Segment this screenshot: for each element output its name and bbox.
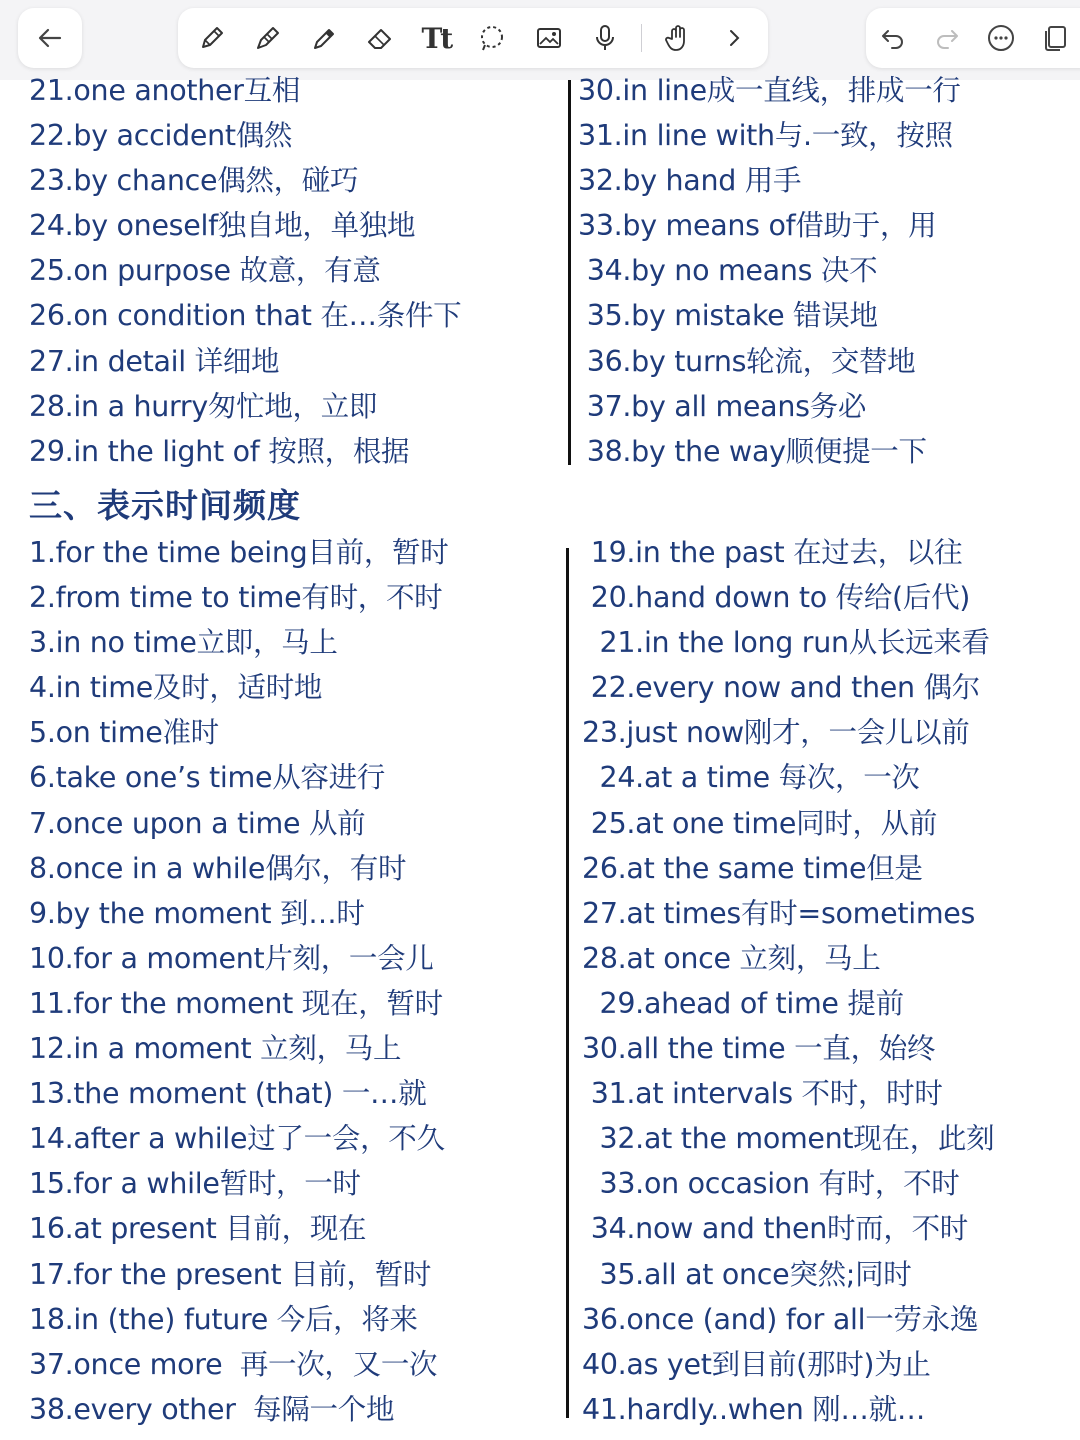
phrase-item: 6.take one’s time从容进行	[29, 761, 386, 795]
hand-icon[interactable]	[658, 18, 698, 58]
phrase-item: 41.hardly..when 刚…就…	[582, 1392, 926, 1426]
phrase-item: 16.at present 目前，现在	[29, 1212, 367, 1246]
phrase-item: 18.in (the) future 今后，将来	[29, 1302, 418, 1336]
phrase-item: 23.just now刚才，一会儿以前	[582, 716, 970, 750]
phrase-item: 1.for the time being目前，暂时	[29, 536, 449, 569]
pen-icon[interactable]	[248, 18, 288, 58]
phrase-item: 34.by no means 决不	[578, 254, 878, 288]
pencil-icon[interactable]	[192, 18, 232, 58]
phrase-item: 24.at a time 每次，一次	[582, 761, 920, 795]
text-tool-glyph: Tt	[421, 21, 452, 55]
phrase-item: 27.in detail 详细地	[29, 344, 280, 378]
phrase-item: 14.after a while过了一会，不久	[29, 1122, 445, 1156]
phrase-item: 2.from time to time有时，不时	[29, 581, 443, 615]
phrase-item: 3.in no time立即，马上	[29, 626, 338, 660]
text-tool-icon[interactable]	[416, 18, 456, 58]
bottom-right-list	[582, 530, 994, 1432]
phrase-item: 22.by accident偶然	[29, 119, 293, 153]
phrase-item: 28.in a hurry匆忙地，立即	[29, 389, 378, 423]
phrase-item: 29.in the light of 按照，根据	[29, 434, 410, 468]
phrase-item: 33.on occasion 有时，不时	[582, 1167, 960, 1201]
phrase-item: 26.on condition that 在…条件下	[29, 299, 462, 333]
phrase-item: 38.every other 每隔一个地	[29, 1392, 395, 1426]
microphone-icon[interactable]	[585, 18, 625, 58]
phrase-item: 11.for the moment 现在，暂时	[29, 986, 443, 1020]
column-divider	[568, 80, 571, 465]
phrase-item: 10.for a moment片刻，一会儿	[29, 941, 434, 975]
section-title: 三、表示时间频度	[29, 486, 301, 525]
phrase-item: 22.every now and then 偶尔	[582, 671, 980, 705]
phrase-item: 17.for the present 目前，暂时	[29, 1257, 432, 1291]
history-pill	[866, 8, 1080, 68]
image-icon[interactable]	[529, 18, 569, 58]
phrase-item: 36.once (and) for all一劳永逸	[582, 1302, 979, 1336]
undo-icon[interactable]	[873, 18, 913, 58]
top-left-list	[29, 68, 461, 474]
phrase-item: 38.by the way顺便提一下	[578, 434, 927, 468]
toolbar-separator	[641, 24, 642, 52]
highlighter-icon[interactable]	[304, 18, 344, 58]
phrase-item: 30.in line成一直线，排成一行	[578, 74, 961, 107]
phrase-item: 35.all at once突然;同时	[582, 1257, 912, 1291]
phrase-item: 25.at one time同时，从前	[582, 806, 938, 840]
phrase-item: 8.once in a while偶尔，有时	[29, 851, 407, 885]
more-icon[interactable]	[981, 18, 1021, 58]
phrase-item: 23.by chance偶然，碰巧	[29, 164, 359, 198]
phrase-item: 15.for a while暂时，一时	[29, 1167, 361, 1201]
phrase-item: 7.once upon a time 从前	[29, 806, 366, 840]
phrase-item: 27.at times有时=sometimes	[582, 896, 976, 930]
phrase-item: 21.one another互相	[29, 74, 301, 107]
phrase-item: 36.by turns轮流，交替地	[578, 344, 916, 378]
phrase-item: 34.now and then时而，不时	[582, 1212, 968, 1246]
phrase-item: 35.by mistake 错误地	[578, 299, 878, 333]
phrase-item: 4.in time及时，适时地	[29, 671, 323, 705]
phrase-item: 24.by oneself独自地，单独地	[29, 209, 416, 243]
phrase-item: 28.at once 立刻，马上	[582, 941, 881, 975]
phrase-item: 12.in a moment 立刻，马上	[29, 1032, 402, 1066]
phrase-item: 32.at the moment现在，此刻	[582, 1122, 995, 1156]
phrase-item: 26.at the same time但是	[582, 851, 923, 885]
phrase-item: 33.by means of借助于，用	[578, 209, 937, 243]
phrase-item: 9.by the moment 到…时	[29, 896, 365, 930]
phrase-item: 31.at intervals 不时，时时	[582, 1077, 943, 1111]
redo-icon[interactable]	[927, 18, 967, 58]
lasso-icon[interactable]	[472, 18, 512, 58]
phrase-item: 37.once more 再一次，又一次	[29, 1347, 438, 1381]
phrase-item: 37.by all means务必	[578, 389, 867, 423]
tool-pill	[178, 8, 768, 68]
back-pill	[18, 8, 82, 68]
phrase-item: 25.on purpose 故意，有意	[29, 254, 381, 288]
top-right-list	[578, 68, 961, 474]
phrase-item: 29.ahead of time 提前	[582, 986, 904, 1020]
phrase-item: 32.by hand 用手	[578, 164, 802, 198]
phrase-item: 20.hand down to 传给(后代)	[582, 581, 971, 615]
column-divider	[566, 548, 569, 1418]
eraser-icon[interactable]	[360, 18, 400, 58]
arrow-left-icon[interactable]	[30, 18, 70, 58]
phrase-item: 19.in the past 在过去，以往	[582, 536, 963, 569]
phrase-item: 21.in the long run从长远来看	[582, 626, 990, 660]
bottom-left-list	[29, 530, 448, 1432]
phrase-item: 5.on time准时	[29, 716, 219, 750]
phrase-item: 31.in line with与.一致，按照	[578, 119, 953, 153]
phrase-item: 40.as yet到目前(那时)为止	[582, 1347, 931, 1381]
phrase-item: 13.the moment (that) 一…就	[29, 1077, 427, 1111]
pages-icon[interactable]	[1035, 18, 1075, 58]
phrase-item: 30.all the time 一直，始终	[582, 1032, 936, 1066]
chevron-right-icon[interactable]	[714, 18, 754, 58]
